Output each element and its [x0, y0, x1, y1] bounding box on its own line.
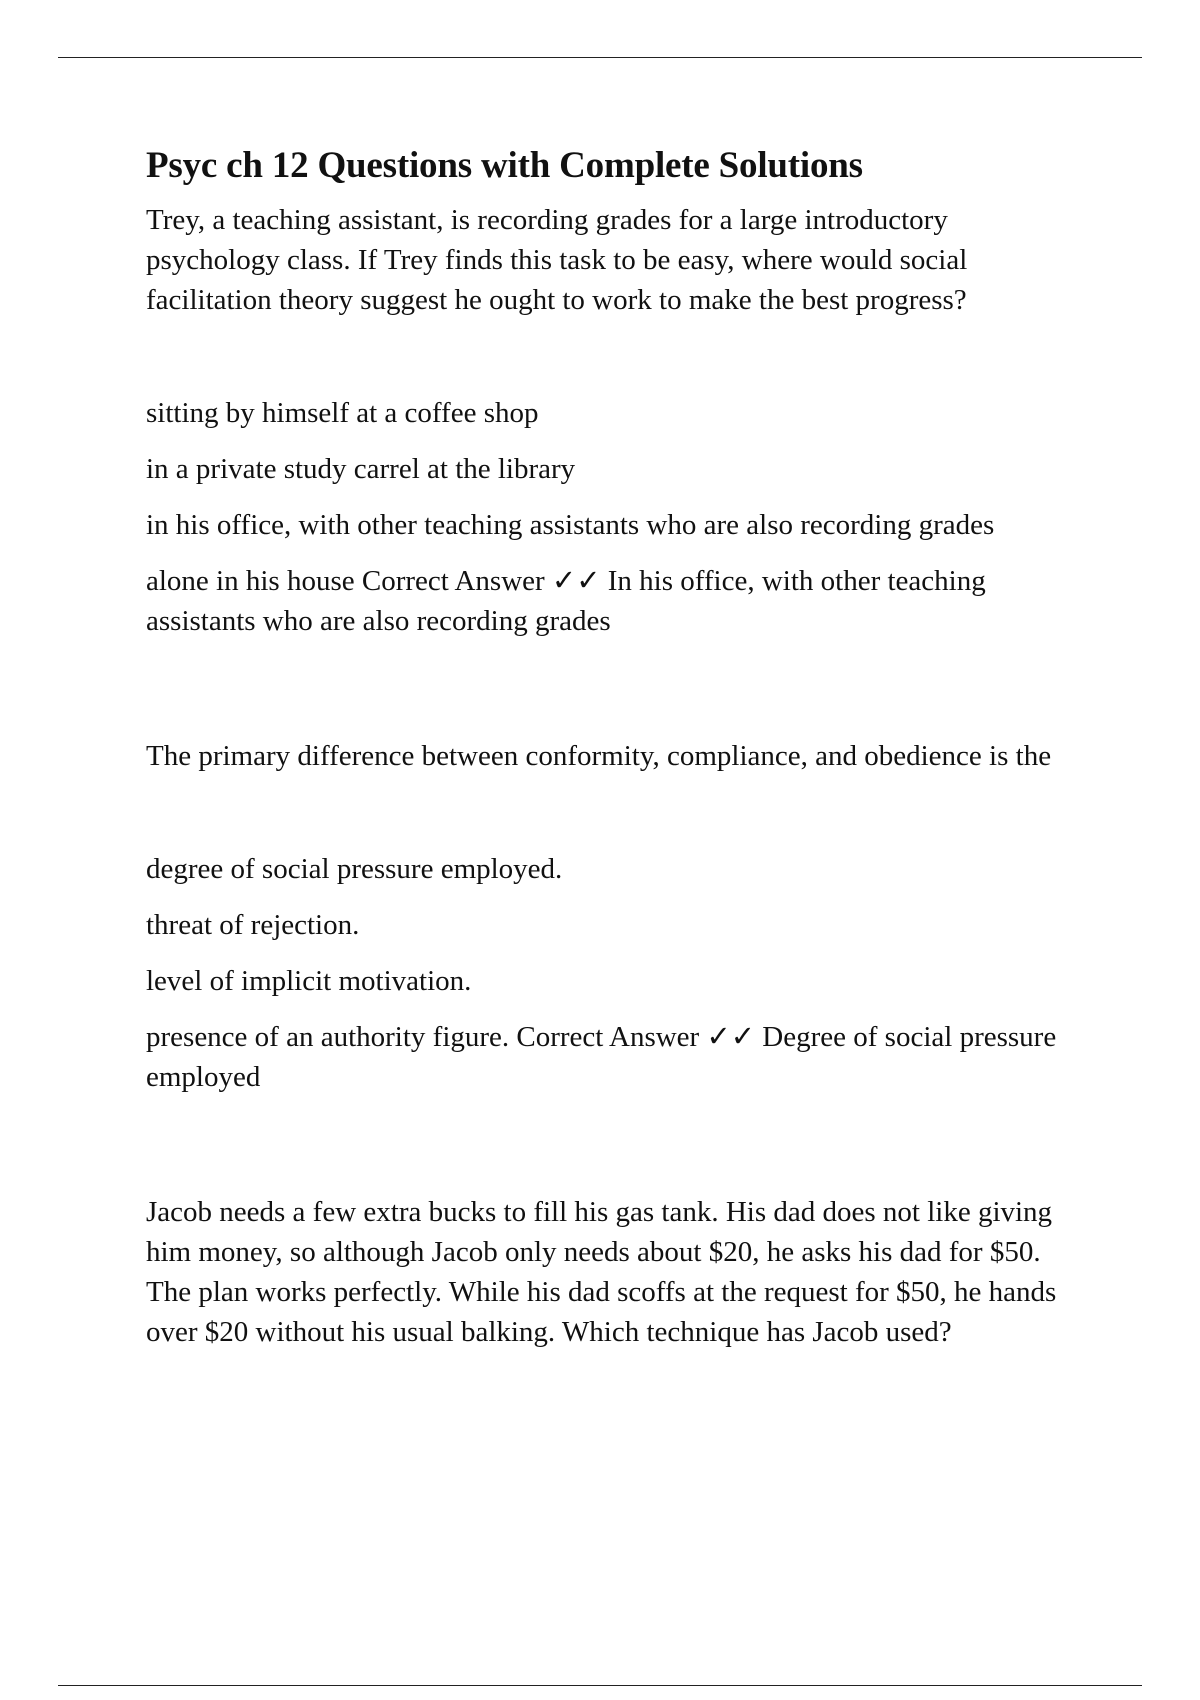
question-2-option-4-with-answer: presence of an authority figure. Correct Answer ✓✓ Degree of social pressure employed — [146, 1021, 1057, 1093]
question-2-text: The primary difference between conformity, compliance, and obedience is the — [146, 740, 1052, 772]
question-2-option-3: level of implicit motivation. — [146, 965, 472, 997]
question-1-option-2: in a private study carrel at the library — [146, 453, 576, 485]
question-1-option-3: in his office, with other teaching assistants who are also recording grades — [146, 509, 995, 541]
question-1-option-1: sitting by himself at a coffee shop — [146, 397, 539, 429]
question-2-option-1: degree of social pressure employed. — [146, 853, 563, 885]
question-2-option-2: threat of rejection. — [146, 909, 360, 941]
question-1-text: Trey, a teaching assistant, is recording grades for a large introductory psychology class. If Trey finds this task to be easy, where would social facilitation theory suggest he ought to work to make the best progress? — [146, 204, 968, 316]
document-body — [146, 142, 1086, 1352]
footer-rule — [58, 1685, 1142, 1686]
question-1-option-4-with-answer: alone in his house Correct Answer ✓✓ In his office, with other teaching assistants who are also recording grades — [146, 565, 986, 637]
question-3-text: Jacob needs a few extra bucks to fill his gas tank. His dad does not like giving him money, so although Jacob only needs about $20, he asks his dad for $50. The plan works perfectly. While his dad scoffs at the request for $50, he hands over $20 without his usual balking. Which technique has Jacob used? — [146, 1196, 1057, 1348]
document-title: Psyc ch 12 Questions with Complete Solutions — [146, 145, 863, 186]
header-rule — [58, 57, 1142, 58]
